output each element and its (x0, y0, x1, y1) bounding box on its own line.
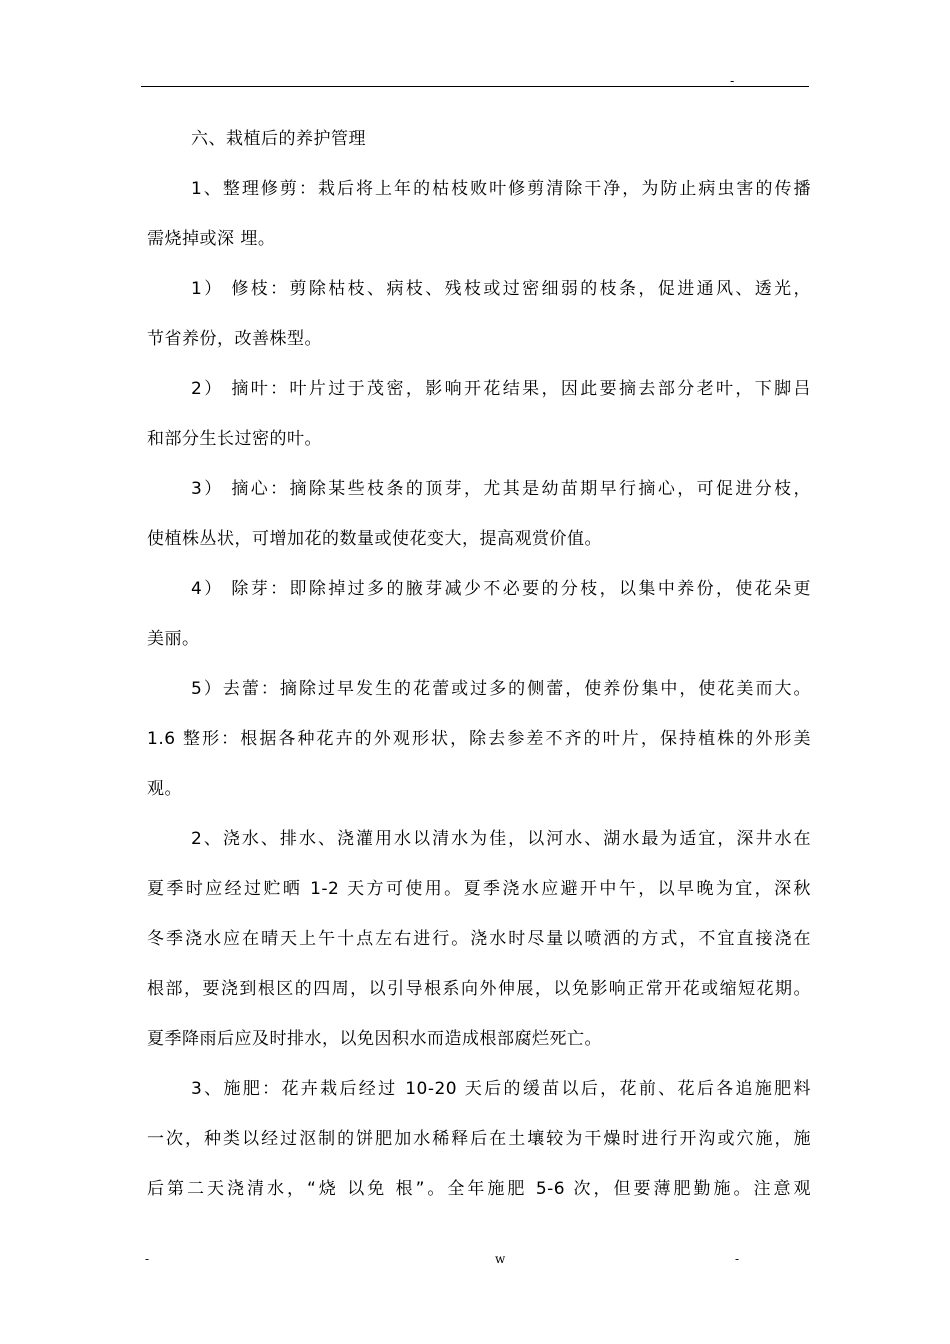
header-mark: - (730, 74, 735, 88)
paragraph-line: 1） 修枝：剪除枯枝、病枝、残枝或过密细弱的枝条，促进通风、透光， (191, 279, 811, 299)
paragraph-line: 5）去蕾：摘除过早发生的花蕾或过多的侧蕾，使养份集中，使花美而大。 (191, 679, 811, 699)
paragraph-line: 需烧掉或深 埋。 (147, 229, 276, 249)
paragraph-line: 2、浇水、排水、浇灌用水以清水为佳，以河水、湖水最为适宜，深井水在 (191, 829, 811, 849)
header-rule (141, 86, 809, 87)
paragraph-line: 夏季降雨后应及时排水，以免因积水而造成根部腐烂死亡。 (147, 1029, 602, 1049)
paragraph-line: 冬季浇水应在晴天上午十点左右进行。浇水时尽量以喷洒的方式，不宜直接浇在 (147, 929, 811, 949)
paragraph-line: 和部分生长过密的叶。 (147, 429, 322, 449)
paragraph-line: 观。 (147, 779, 182, 799)
section-heading: 六、栽植后的养护管理 (191, 129, 366, 149)
paragraph-line: 1、整理修剪：栽后将上年的枯枝败叶修剪清除干净，为防止病虫害的传播 (191, 179, 811, 199)
paragraph-line: 夏季时应经过贮晒 1-2 天方可使用。夏季浇水应避开中午，以早晚为宜，深秋 (147, 879, 811, 899)
paragraph-line: 2） 摘叶：叶片过于茂密，影响开花结果，因此要摘去部分老叶，下脚吕 (191, 379, 811, 399)
paragraph-line: 一次，种类以经过沤制的饼肥加水稀释后在土壤较为干燥时进行开沟或穴施，施 (147, 1129, 811, 1149)
paragraph-line: 1.6 整形：根据各种花卉的外观形状，除去参差不齐的叶片，保持植株的外形美 (147, 729, 811, 749)
footer-right-mark: - (735, 1252, 740, 1266)
footer-left-mark: - (145, 1252, 150, 1266)
paragraph-line: 根部，要浇到根区的四周，以引导根系向外伸展，以免影响正常开花或缩短花期。 (147, 979, 811, 999)
paragraph-line: 使植株丛状，可增加花的数量或使花变大，提高观赏价值。 (147, 529, 602, 549)
paragraph-line: 美丽。 (147, 629, 200, 649)
paragraph-line: 节省养份，改善株型。 (147, 329, 322, 349)
paragraph-line: 3） 摘心：摘除某些枝条的顶芽，尤其是幼苗期早行摘心，可促进分枝， (191, 479, 811, 499)
footer-center-mark: w (495, 1252, 506, 1266)
paragraph-line: 4） 除芽：即除掉过多的腋芽减少不必要的分枝，以集中养份，使花朵更 (191, 579, 811, 599)
paragraph-line: 3、施肥：花卉栽后经过 10-20 天后的缓苗以后，花前、花后各追施肥料 (191, 1079, 811, 1099)
paragraph-line: 后第二天浇清水，“烧 以免 根”。全年施肥 5-6 次，但要薄肥勤施。注意观 (147, 1179, 811, 1199)
